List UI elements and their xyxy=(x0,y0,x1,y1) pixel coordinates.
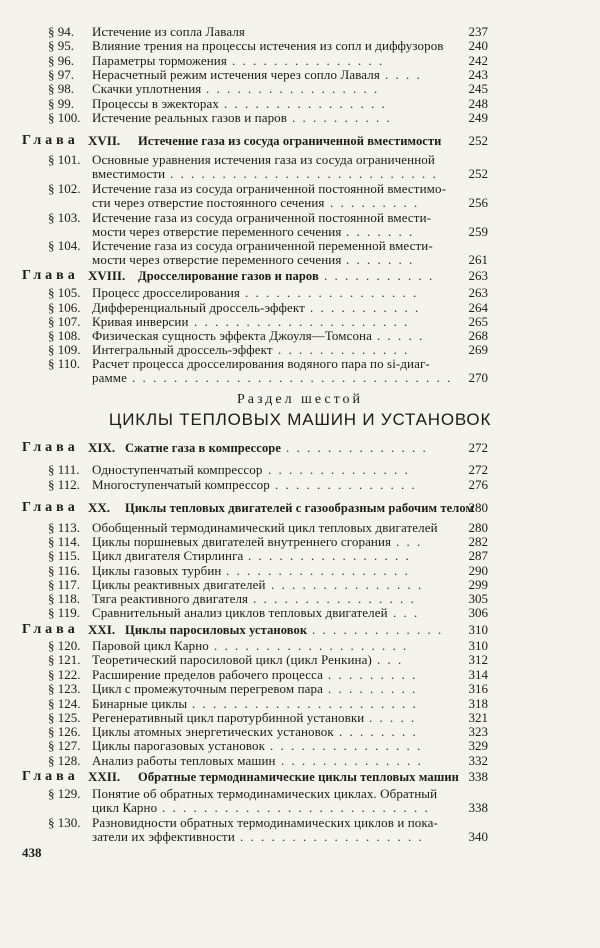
page-ref: 318 xyxy=(468,696,488,711)
section-number: § 121. xyxy=(48,652,81,667)
page-ref: 270 xyxy=(468,370,488,385)
entry-title: Дифференциальный дроссель-эффект xyxy=(92,300,305,315)
page-ref: 329 xyxy=(468,738,488,753)
page-ref: 276 xyxy=(468,477,488,492)
entry-title: Истечение газа из сосуда ограниченной переменной вмести- xyxy=(92,238,433,253)
section-number: § 102. xyxy=(48,181,81,196)
entry-title: Обобщенный термодинамический цикл тепловых двигателей xyxy=(92,520,438,535)
dot-leader: . . . . . . . . . . . . . . . . . xyxy=(206,81,380,96)
section-number: § 111. xyxy=(48,462,80,477)
dot-leader: . . . . . . . . . . . xyxy=(310,300,421,315)
dot-leader: . . . . . . . xyxy=(346,252,415,267)
chapter-number: XVII. xyxy=(88,133,121,148)
entry-title: Бинарные циклы xyxy=(92,696,188,711)
dot-leader: . . . . . . . . . . . . . . . . . . . . . xyxy=(194,314,410,329)
dot-leader: . . . . . . . . . . xyxy=(292,110,392,125)
dot-leader: . . . . . . . . . . . . . . . . . . xyxy=(240,829,424,844)
dot-leader: . . . . . . . . . xyxy=(330,195,420,210)
dot-leader: . . . . . . . . . . . . . . . . . . . . . . xyxy=(192,696,418,711)
toc-chapter xyxy=(0,769,600,785)
page-ref: 323 xyxy=(468,724,488,739)
entry-title: Циклы парогазовых установок xyxy=(92,738,266,753)
page-ref: 242 xyxy=(468,53,488,68)
page-ref: 248 xyxy=(468,96,488,111)
page-ref: 306 xyxy=(468,605,488,620)
entry-title: Истечение газа из сосуда ограниченной постоянной вмести- xyxy=(92,210,432,225)
page-ref: 252 xyxy=(468,133,488,148)
page-ref: 332 xyxy=(468,753,488,768)
section-number: § 119. xyxy=(48,605,81,620)
chapter-label: Глава xyxy=(22,268,79,283)
entry-title: затели их эффективности xyxy=(92,829,235,844)
toc-entry xyxy=(0,195,600,211)
entry-title: Обратные термодинамические циклы тепловых машин xyxy=(138,770,459,784)
entry-title: Интегральный дроссель-эффект xyxy=(92,342,273,357)
entry-title: Скачки уплотнения xyxy=(92,81,202,96)
section-number: § 100. xyxy=(48,110,81,125)
entry-title: Истечение реальных газов и паров xyxy=(92,110,288,125)
toc-entry xyxy=(0,800,600,816)
dot-leader: . . . . . . . . . . . . . . xyxy=(275,477,417,492)
entry-title: Регенеративный цикл паротурбинной установки xyxy=(92,710,365,725)
page-ref: 263 xyxy=(468,268,488,283)
chapter-number: XXI. xyxy=(88,622,116,637)
page-ref: 237 xyxy=(468,24,488,39)
dot-leader: . . . xyxy=(393,605,420,620)
toc-chapter xyxy=(0,268,600,284)
dot-leader: . . . . . . . . xyxy=(339,724,418,739)
page-ref: 310 xyxy=(468,622,488,637)
chapter-label: Глава xyxy=(22,440,79,455)
toc-entry xyxy=(0,81,600,97)
entry-title: Циклы газовых турбин xyxy=(92,563,222,578)
page-ref: 280 xyxy=(468,520,488,535)
toc-entry xyxy=(0,285,600,301)
dot-leader: . . . xyxy=(396,534,423,549)
entry-title: Анализ работы тепловых машин xyxy=(92,753,276,768)
entry-title: Расчет процесса дросселирования водяного пара по si-диаг- xyxy=(92,356,430,371)
entry-title: Нерасчетный режим истечения через сопло Лаваля xyxy=(92,67,380,82)
dot-leader: . . . . . . . . . . . . . . . . . xyxy=(245,285,419,300)
page-ref: 338 xyxy=(468,769,488,784)
entry-title: рамме xyxy=(92,370,127,385)
page-number: 438 xyxy=(22,845,42,860)
section-number: § 99. xyxy=(48,96,74,111)
section-number: § 109. xyxy=(48,342,81,357)
entry-title: Кривая инверсии xyxy=(92,314,189,329)
page-ref: 310 xyxy=(468,638,488,653)
toc-chapter xyxy=(0,500,600,516)
section-number: § 96. xyxy=(48,53,74,68)
page-ref: 240 xyxy=(468,38,488,53)
dot-leader: . . . . . . . . . . . . . . . xyxy=(271,577,424,592)
toc-chapter xyxy=(0,133,600,149)
page-ref: 287 xyxy=(468,548,488,563)
page-ref: 252 xyxy=(468,166,488,181)
dot-leader: . . . . . . . . . . . . . . . xyxy=(232,53,385,68)
page-ref: 259 xyxy=(468,224,488,239)
entry-title: Процесс дросселирования xyxy=(92,285,241,300)
toc-entry xyxy=(0,477,600,493)
toc-entry xyxy=(0,605,600,621)
section-number: § 118. xyxy=(48,591,81,606)
entry-title: Процессы в эжекторах xyxy=(92,96,219,111)
dot-leader: . . . . . . . . . . . . . . . . xyxy=(224,96,387,111)
toc-entry xyxy=(0,370,600,386)
section-number: § 103. xyxy=(48,210,81,225)
section-number: § 112. xyxy=(48,477,81,492)
entry-title: сти через отверстие постоянного сечения xyxy=(92,195,325,210)
toc-entry xyxy=(0,738,600,754)
section-number: § 105. xyxy=(48,285,81,300)
entry-title: Циклы атомных энергетических установок xyxy=(92,724,334,739)
entry-title: Сжатие газа в компрессоре xyxy=(125,441,281,455)
entry-title: Одноступенчатый компрессор xyxy=(92,462,263,477)
section-number: § 98. xyxy=(48,81,74,96)
page-ref: 272 xyxy=(468,440,488,455)
entry-title: Истечение газа из сосуда ограниченной вместимости xyxy=(138,134,442,148)
dot-leader: . . . . . xyxy=(369,710,417,725)
dot-leader: . . . . . . . . . . . . . . . . . . . xyxy=(214,638,409,653)
entry-title: мости через отверстие переменного сечения xyxy=(92,224,342,239)
section-number: § 107. xyxy=(48,314,81,329)
page-ref: 272 xyxy=(468,462,488,477)
section-number: § 95. xyxy=(48,38,74,53)
dot-leader: . . . . . . . . . . . . . . xyxy=(268,462,410,477)
dot-leader: . . . . . . . . . . . . . . . . . . . . . . . . . . xyxy=(170,166,438,181)
toc-entry xyxy=(0,462,600,478)
toc-entry xyxy=(0,829,600,845)
section-number: § 113. xyxy=(48,520,81,535)
section-number: § 101. xyxy=(48,152,81,167)
section-label: Раздел шестой xyxy=(236,392,364,407)
toc-entry xyxy=(0,681,600,697)
toc-entry xyxy=(0,753,600,769)
entry-title: Дросселирование газов и паров xyxy=(138,269,319,283)
page-ref: 299 xyxy=(468,577,488,592)
page-ref: 263 xyxy=(468,285,488,300)
dot-leader: . . . . . . . . . . . . . . xyxy=(286,440,428,455)
chapter-number: XVIII. xyxy=(88,268,126,283)
entry-title: цикл Карно xyxy=(92,800,158,815)
section-number: § 120. xyxy=(48,638,81,653)
entry-title: Циклы реактивных двигателей xyxy=(92,577,266,592)
page-ref: 261 xyxy=(468,252,488,267)
entry-title: Циклы паросиловых установок xyxy=(125,623,308,637)
section-title: ЦИКЛЫ ТЕПЛОВЫХ МАШИН И УСТАНОВОК xyxy=(108,410,492,429)
page-ref: 340 xyxy=(468,829,488,844)
dot-leader: . . . . . . . . . . . . . . . . . . . . . . . . . . . . . . . xyxy=(132,370,453,385)
section-number: § 97. xyxy=(48,67,74,82)
section-number: § 129. xyxy=(48,786,81,801)
section-number: § 116. xyxy=(48,563,81,578)
toc-entry xyxy=(0,110,600,126)
toc-entry xyxy=(0,548,600,564)
page-ref: 321 xyxy=(468,710,488,725)
toc-entry xyxy=(0,166,600,182)
section-number: § 110. xyxy=(48,356,81,371)
section-number: § 108. xyxy=(48,328,81,343)
section-number: § 123. xyxy=(48,681,81,696)
chapter-number: XXII. xyxy=(88,769,121,784)
page-ref: 314 xyxy=(468,667,488,682)
entry-title: Влияние трения на процессы истечения из сопл и диффузоров xyxy=(92,38,444,53)
page-ref: 256 xyxy=(468,195,488,210)
chapter-label: Глава xyxy=(22,622,79,637)
page-ref: 243 xyxy=(468,67,488,82)
entry-title: Физическая сущность эффекта Джоуля—Томсона xyxy=(92,328,372,343)
entry-title: Цикл двигателя Стирлинга xyxy=(92,548,244,563)
page-ref: 249 xyxy=(468,110,488,125)
section-number: § 122. xyxy=(48,667,81,682)
section-number: § 117. xyxy=(48,577,81,592)
page-ref: 268 xyxy=(468,328,488,343)
dot-leader: . . . . . xyxy=(377,328,425,343)
page-ref: 269 xyxy=(468,342,488,357)
dot-leader: . . . . . . . . . . . xyxy=(324,268,435,283)
section-number: § 104. xyxy=(48,238,81,253)
entry-title: Расширение пределов рабочего процесса xyxy=(92,667,324,682)
entry-title: Параметры торможения xyxy=(92,53,227,68)
dot-leader: . . . . . . . . . . . . . . . xyxy=(270,738,423,753)
dot-leader: . . . . . . . . . . . . . xyxy=(278,342,410,357)
entry-title: Истечение из сопла Лаваля xyxy=(92,24,246,39)
dot-leader: . . . . . . . . . xyxy=(328,681,418,696)
dot-leader: . . . . . . . . . . . . . . . . . . . . . . . . . . xyxy=(162,800,430,815)
entry-title: вместимости xyxy=(92,166,166,181)
page-ref: 280 xyxy=(468,500,488,515)
dot-leader: . . . . . . . . . xyxy=(328,667,418,682)
page-ref: 264 xyxy=(468,300,488,315)
entry-title: Истечение газа из сосуда ограниченной постоянной вместимо- xyxy=(92,181,446,196)
dot-leader: . . . . . . . xyxy=(346,224,415,239)
page-ref: 338 xyxy=(468,800,488,815)
entry-title: Разновидности обратных термодинамических циклов и пока- xyxy=(92,815,438,830)
section-number: § 130. xyxy=(48,815,81,830)
dot-leader: . . . . . . . . . . . . . xyxy=(312,622,444,637)
dot-leader: . . . . . . . . . . . . . . . . xyxy=(253,591,416,606)
page-ref: 305 xyxy=(468,591,488,606)
chapter-label: Глава xyxy=(22,769,79,784)
dot-leader: . . . xyxy=(377,652,404,667)
chapter-number: XIX. xyxy=(88,440,116,455)
entry-title: Циклы тепловых двигателей с газообразным рабочим телом xyxy=(125,501,475,515)
entry-title: Основные уравнения истечения газа из сосуда ограниченной xyxy=(92,152,435,167)
section-number: § 124. xyxy=(48,696,81,711)
toc-entry xyxy=(0,652,600,668)
chapter-label: Глава xyxy=(22,133,79,148)
dot-leader: . . . . . . . . . . . . . . xyxy=(281,753,423,768)
page-ref: 312 xyxy=(468,652,488,667)
section-number: § 125. xyxy=(48,710,81,725)
section-number: § 106. xyxy=(48,300,81,315)
entry-title: Многоступенчатый компрессор xyxy=(92,477,270,492)
page-ref: 265 xyxy=(468,314,488,329)
entry-title: Цикл с промежуточным перегревом пара xyxy=(92,681,323,696)
section-number: § 114. xyxy=(48,534,81,549)
chapter-label: Глава xyxy=(22,500,79,515)
section-number: § 115. xyxy=(48,548,81,563)
toc-entry xyxy=(0,38,600,54)
dot-leader: . . . . . . . . . . . . . . . . . . xyxy=(226,563,410,578)
toc-entry xyxy=(0,252,600,268)
entry-title: Теоретический паросиловой цикл (цикл Ренкина) xyxy=(92,652,372,667)
page-ref: 316 xyxy=(468,681,488,696)
entry-title: Циклы поршневых двигателей внутреннего сгорания xyxy=(92,534,392,549)
entry-title: мости через отверстие переменного сечения xyxy=(92,252,342,267)
dot-leader: . . . . . . . . . . . . . . . . xyxy=(248,548,411,563)
dot-leader: . . . . xyxy=(385,67,422,82)
section-number: § 126. xyxy=(48,724,81,739)
section-number: § 127. xyxy=(48,738,81,753)
entry-title: Тяга реактивного двигателя xyxy=(92,591,249,606)
section-number: § 128. xyxy=(48,753,81,768)
page-ref: 282 xyxy=(468,534,488,549)
entry-title: Сравнительный анализ циклов тепловых двигателей xyxy=(92,605,388,620)
toc-chapter xyxy=(0,622,600,638)
entry-title: Паровой цикл Карно xyxy=(92,638,209,653)
page-ref: 290 xyxy=(468,563,488,578)
page-ref: 245 xyxy=(468,81,488,96)
toc-chapter xyxy=(0,440,600,456)
chapter-number: XX. xyxy=(88,500,111,515)
entry-title: Понятие об обратных термодинамических циклах. Обратный xyxy=(92,786,438,801)
section-number: § 94. xyxy=(48,24,74,39)
